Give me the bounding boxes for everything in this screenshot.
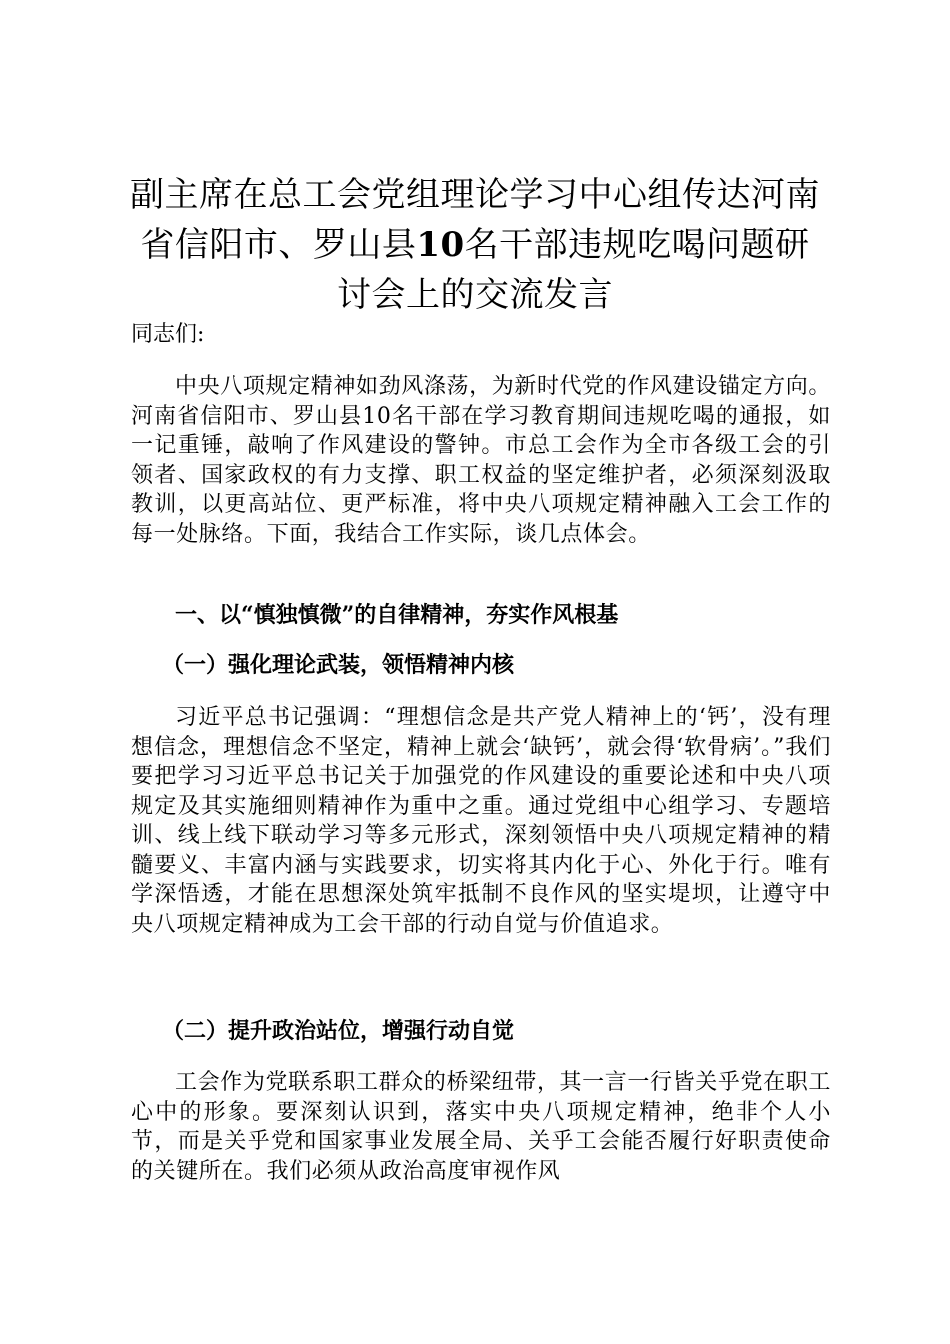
- title-line-2-part-a: 省信阳市、罗山县: [140, 225, 417, 265]
- subsection-2-heading: （二）提升政治站位，增强行动自觉: [162, 1018, 515, 1044]
- subsection-2-body: 工会作为党联系职工群众的桥梁纽带，其一言一行皆关乎党在职工心中的形象。要深刻认识到，落实中央八项规定精神，绝非个人小节，而是关乎党和国家事业发展全局、关乎工会能否履行好职责使命的关键所在。我们必须从政治高度审视作风: [131, 1070, 831, 1184]
- title-line-2-number: 10: [416, 225, 465, 265]
- title-line-1: 副主席在总工会党组理论学习中心组传达河南: [130, 175, 820, 215]
- title-line-2: [120, 220, 830, 270]
- title-line-2-part-b: 名干部违规吃喝问题研: [464, 225, 810, 265]
- title-line-3: 讨会上的交流发言: [337, 275, 613, 315]
- subsection-1-heading: （一）强化理论武装，领悟精神内核: [162, 652, 515, 678]
- subsection-1-body: 习近平总书记强调：“理想信念是共产党人精神上的‘钙’，没有理想信念，理想信念不坚定，精神上就会‘缺钙’，就会得‘软骨病’。”我们要把学习习近平总书记关于加强党的作风建设的重要论述和中央八项规定及其实施细则精神作为重中之重。通过党组中心组学习、专题培训、线上线下联动学习等多元形式，深刻领悟中央八项规定精神的精髓要义、丰富内涵与实践要求，切实将其内化于心、外化于行。唯有学深悟透，才能在思想深处筑牢抵制不良作风的坚实堤坝，让遵守中央八项规定精神成为工会干部的行动自觉与价值追求。: [131, 705, 831, 937]
- document-title: [120, 170, 830, 320]
- salutation: 同志们:: [131, 322, 205, 347]
- intro-paragraph: 中央八项规定精神如劲风涤荡，为新时代党的作风建设锚定方向。河南省信阳市、罗山县10名干部在学习教育期间违规吃喝的通报，如一记重锤，敲响了作风建设的警钟。市总工会作为全市各级工会的引领者、国家政权的有力支撑、职工权益的坚定维护者，必须深刻汲取教训，以更高站位、更严标准，将中央八项规定精神融入工会工作的每一处脉络。下面，我结合工作实际，谈几点体会。: [131, 374, 831, 547]
- section-1-heading: 一、以“慎独慎微”的自律精神，夯实作风根基: [175, 602, 619, 628]
